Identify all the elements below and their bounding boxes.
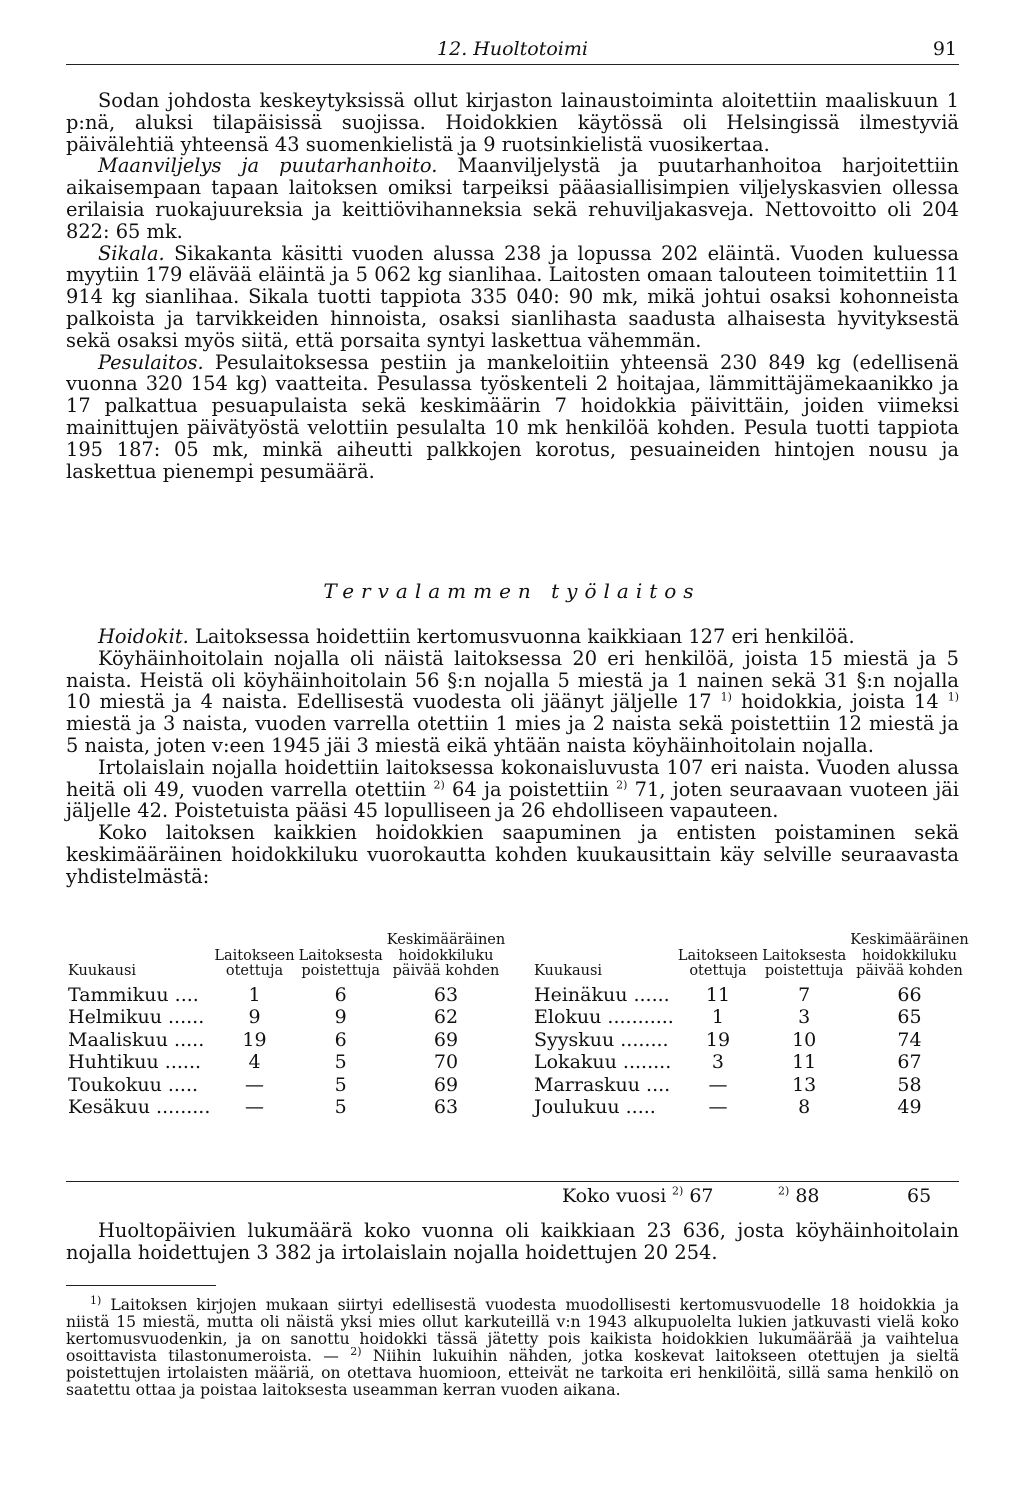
table-row: Tammikuu .... 1 6 63 bbox=[68, 983, 459, 1006]
col-header-in: Laitokseen otettuja bbox=[214, 947, 295, 979]
piggery-heading: Sikala. bbox=[98, 241, 165, 265]
piggery-text: Sikakanta käsitti vuoden alussa 238 ja lopussa 202 eläintä. Vuoden kuluessa myytiin 179 elävää eläintä ja 5 062 kg sianlihaa. Laitosten omaan talouteen toimitettiin 11 914 kg sianlihaa. Sikala tuotti tappiota 335 040: 90 mk, mikä johtui osaksi kohonneista palkoista ja tarvikkeiden hinnoista, osaksi sianlihasta saadusta alhaisesta hyvityksestä sekä osaksi myös siitä, että porsaita syntyi laskettua vähemmän. bbox=[66, 241, 959, 352]
footnotes bbox=[66, 1293, 959, 1399]
agriculture-paragraph bbox=[66, 155, 959, 242]
section-title: Tervalammen työlaitos bbox=[323, 579, 701, 603]
footnote-ref-2: 2) bbox=[616, 778, 628, 792]
total-label: Koko vuosi bbox=[562, 1185, 667, 1207]
table-row: Helmikuu ...... 9 9 62 bbox=[68, 1006, 459, 1028]
footnote-ref-1: 1) bbox=[947, 690, 960, 704]
laundry-text: Pesulaitoksessa pestiin ja mankeloitiin yhteensä 230 849 kg (edellisenä vuonna 320 154 kg) vaatteita. Pesulassa työskenteli 2 hoitajaa, lämmittäjämekaanikko ja 17 palkattua pesuapulaista sekä keskimäärin 7 hoidokkia päivittäin, joiden viimeksi mainittujen päivätyöstä velottiin pesulalta 10 mk henkilöä kohden. Pesula tuotti tappiota 195 187: 05 mk, minkä aiheutti palkkojen korotus, pesuaineiden hintojen nousu ja laskettua pienempi pesumäärä. bbox=[66, 350, 959, 483]
total-avg: 65 bbox=[907, 1185, 932, 1207]
footnote-rule bbox=[66, 1285, 216, 1286]
footnote-ref-1: 1) bbox=[720, 690, 732, 704]
summary-block bbox=[66, 1220, 959, 1264]
col-header-avg: Keskimääräinen hoidokkiluku päivää kohden bbox=[386, 932, 506, 979]
footnote-ref-2: 2) bbox=[433, 778, 445, 792]
inmates-text-block bbox=[66, 626, 959, 888]
upper-text-block bbox=[66, 90, 959, 482]
col-header-month: Kuukausi bbox=[68, 963, 137, 979]
inmates-paragraph-4: Koko laitoksen kaikkien hoidokkien saapuminen ja entisten poistaminen sekä keskimääräinen hoidokkiluku vuorokautta kohden kuukausittain käy selville seuraavasta yhdistelmästä: bbox=[66, 821, 959, 888]
inmates-paragraph-3: Irtolaislain nojalla hoidettiin laitoksessa kokonaisluvusta 107 eri naista. Vuoden alussa heitä oli 49, vuoden varrella otettiin $^{2)}$ 64 ja poistettiin $^{2)}$ 71, joten seuraavaan vuoteen jäi jäljelle 42. Poistetuista pääsi 45 lopulliseen ja 26 ehdolliseen vapauteen. bbox=[66, 755, 960, 823]
col-header-out: Laitoksesta poistettuja bbox=[762, 947, 847, 979]
inmates-paragraph-1: Hoidokit. Laitoksessa hoidettiin kertomusvuonna kaikkiaan 127 eri henkilöä. bbox=[98, 625, 855, 648]
col-header-month: Kuukausi bbox=[534, 963, 603, 979]
agriculture-heading: Maanviljelys ja puutarhanhoito. bbox=[98, 154, 438, 178]
laundry-heading: Pesulaitos. bbox=[98, 350, 204, 374]
total-in: $^{2)}$ 67 bbox=[672, 1184, 714, 1207]
piggery-paragraph bbox=[66, 243, 959, 352]
agriculture-text: Maanviljelystä ja puutarhanhoitoa harjoitettiin aikaisempaan tapaan laitoksen omiksi tarpeiksi pääasiallisimpien viljelyskasvien ollessa erilaisia ruokajuureksia ja keittiövihanneksia sekä rehuviljakasveja. Nettovoitto oli 204 822: 65 mk. bbox=[66, 154, 959, 243]
table-row: Heinäkuu ...... 11 7 66 bbox=[534, 983, 922, 1006]
inmates-heading: Hoidokit. bbox=[98, 625, 189, 648]
table-row: Syyskuu ........ 19 10 74 bbox=[534, 1028, 922, 1051]
table-row: Maaliskuu ..... 19 6 69 bbox=[68, 1028, 459, 1051]
library-paragraph: Sodan johdosta keskeytyksissä ollut kirjaston lainaustoiminta aloitettiin maaliskuun 1 p:nä, aluksi tilapäisissä suojissa. Hoidokkien käytössä oli Helsingissä ilmestyviä päivälehtiä yhteensä 43 suomenkielistä ja 9 ruotsinkielistä vuosikertaa. bbox=[66, 89, 959, 156]
total-out: $^{2)}$ 88 bbox=[778, 1184, 820, 1207]
col-header-avg: Keskimääräinen hoidokkiluku päivää kohden bbox=[850, 932, 969, 979]
table-row: Joulukuu ..... — 8 49 bbox=[534, 1096, 922, 1118]
col-header-out: Laitoksesta poistettuja bbox=[298, 947, 383, 979]
table-right-half bbox=[532, 933, 971, 1119]
table-total-row bbox=[66, 1181, 959, 1208]
monthly-table bbox=[66, 932, 969, 1118]
table-row: Elokuu ........... 1 3 65 bbox=[534, 1006, 922, 1028]
footnote-mark-2: 2) bbox=[350, 1344, 362, 1358]
table-row: Marraskuu .... — 13 58 bbox=[534, 1073, 922, 1096]
laundry-paragraph bbox=[66, 352, 959, 483]
summary-paragraph: Huoltopäivien lukumäärä koko vuonna oli kaikkiaan 23 636, josta köyhäinhoitolain nojalla hoidettujen 3 382 ja irtolaislain nojalla hoidettujen 20 254. bbox=[66, 1219, 959, 1264]
page-number: 91 bbox=[932, 38, 957, 60]
footnote-1: Laitoksen kirjojen mukaan siirtyi edellisestä vuodesta muodollisesti kertomusvuodelle 18 hoidokkia ja niistä 15 miestä, mutta oli näistä yksi mies ollut karkuteillä v:n 1943 alkupuolelta lukien jatkuvasti vielä koko kertomusvuodenkin, ja on sanottu hoidokki tässä jätetty pois kaikista hoidokkien lukumäärää ja vaihtelua osoittavista tilastonumeroista. — bbox=[66, 1296, 959, 1365]
col-header-in: Laitokseen otettuja bbox=[677, 947, 759, 979]
running-title: 12. Huoltotoimi bbox=[437, 38, 588, 60]
table-row: Toukokuu ..... — 5 69 bbox=[68, 1073, 459, 1096]
footnote-mark-1: 1) bbox=[90, 1293, 102, 1307]
table-row: Lokakuu ........ 3 11 67 bbox=[534, 1051, 922, 1073]
table-row: Huhtikuu ...... 4 5 70 bbox=[68, 1051, 459, 1073]
page-header bbox=[66, 34, 959, 65]
table-row: Kesäkuu ......... — 5 63 bbox=[68, 1096, 459, 1118]
inmates-paragraph-2: Köyhäinhoitolain nojalla oli näistä laitoksessa 20 eri henkilöä, joista 15 miestä ja 5 naista. Heistä oli köyhäinhoitolain 56 §:n nojalla 5 miestä ja 1 nainen sekä 31 §:n nojalla 10 miestä ja 4 naista. Edellisestä vuodesta oli jäänyt jäljelle 17 $^{1)}$ hoidokkia, joista 14 $^{1)}$ miestä ja 3 naista, vuoden varrella otettiin 1 mies ja 2 naista sekä poistettiin 12 miestä ja 5 naista, joten v:een 1945 jäi 3 miestä eikä yhtään naista köyhäinhoitolain nojalla. bbox=[66, 646, 960, 757]
footnote-2: Niihin lukuihin nähden, jotka koskevat laitokseen otettujen ja sieltä poistettujen irtolaisten määriä, on otettava huomioon, etteivät ne tarkoita eri henkilöitä, sillä sama henkilö on saatettu ottaa ja poistaa laitoksesta useamman kerran vuoden aikana. bbox=[66, 1347, 959, 1399]
table-left-half bbox=[66, 933, 507, 1119]
footnote-text bbox=[66, 1293, 959, 1399]
